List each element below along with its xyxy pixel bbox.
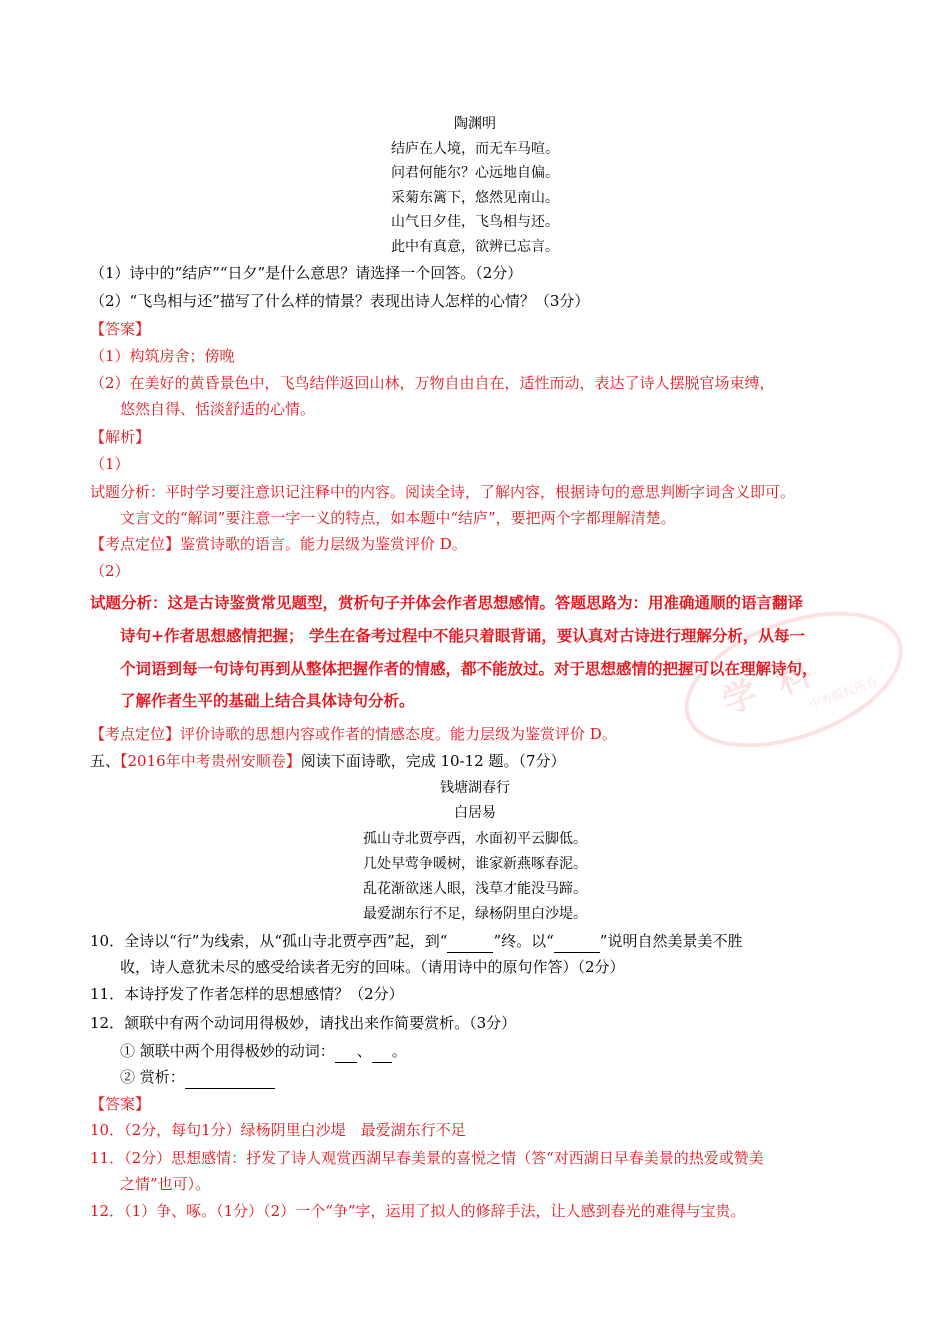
poem2-line: 孤山寺北贾亭西，水面初平云脚低。 xyxy=(363,831,587,847)
section-instructions: 阅读下面诗歌，完成 10-12 题。（7分） xyxy=(300,752,566,770)
question-12-part1-text: ① 颔联中两个用得极妙的动词： xyxy=(120,1042,335,1060)
poem1-author: 陶渊明 xyxy=(454,116,496,132)
poem1-line: 问君何能尔？心远地自偏。 xyxy=(391,165,559,181)
watermark-text: 学 科 xyxy=(716,651,823,723)
analysis-part2-line: 个词语到每一句诗句再到从整体把握作者的情感，都不能放过。对于思想感情的把握可以在理解诗句， xyxy=(120,659,818,678)
blank-answer-field[interactable] xyxy=(554,930,600,953)
blank-answer-field[interactable] xyxy=(335,1040,357,1063)
period: 。 xyxy=(391,1042,407,1060)
separator: 、 xyxy=(356,1042,372,1060)
kaodian-1 xyxy=(90,533,467,555)
kaodian-tag: 【考点定位】 xyxy=(90,535,181,553)
analysis-part1-line1: 试题分析：平时学习要注意识记注释中的内容。阅读全诗，了解内容，根据诗句的意思判断字词含义即可。 xyxy=(90,483,796,501)
blank-answer-field[interactable] xyxy=(185,1066,275,1089)
answer-10: 10．（2分，每句1分）绿杨阴里白沙堤 最爱湖东行不足 xyxy=(90,1121,466,1139)
question-11: 11．本诗抒发了作者怎样的思想感情？（2分） xyxy=(90,985,404,1003)
poem2-title: 钱塘湖春行 xyxy=(440,780,510,796)
question-12-part2-text: ② 赏析： xyxy=(120,1068,185,1086)
poem2-line: 最爱湖东行不足，绿杨阴里白沙堤。 xyxy=(363,906,587,922)
analysis-part1-line2: 文言文的“解词”要注意一字一义的特点，如本题中“结庐”，要把两个字都理解清楚。 xyxy=(120,509,676,527)
question-12: 12．颔联中有两个动词用得极妙，请找出来作简要赏析。（3分） xyxy=(90,1014,517,1032)
section-source: 【2016年中考贵州安顺卷】 xyxy=(120,752,301,770)
question-10-text: ”终。以“ xyxy=(493,932,554,950)
answer-12: 12．（1）争、啄。（1分）（2）一个“争”字，运用了拟人的修辞手法，让人感到春光的难得与宝贵。 xyxy=(90,1202,746,1220)
question-10-text: ”说明自然美景美不胜 xyxy=(599,932,743,950)
poem1-line: 山气日夕佳，飞鸟相与还。 xyxy=(391,214,559,230)
section-5-heading xyxy=(90,750,566,772)
question-12-part1 xyxy=(120,1040,407,1063)
question-10-text: 10．全诗以“行”为线索，从“孤山寺北贾亭西”起，到“ xyxy=(90,932,448,950)
section-prefix: 五、 xyxy=(90,752,121,770)
poem1-line: 结庐在人境，而无车马喧。 xyxy=(391,141,559,157)
analysis-label: 【解析】 xyxy=(90,428,151,446)
blank-answer-field[interactable] xyxy=(447,930,493,953)
poem1-line: 采菊东篱下，悠然见南山。 xyxy=(391,190,559,206)
question-1: （1）诗中的“结庐”“日夕”是什么意思？请选择一个回答。（2分） xyxy=(90,264,523,282)
kaodian-tag: 【考点定位】 xyxy=(90,725,181,743)
analysis-part2-label: （2） xyxy=(90,562,130,580)
analysis-part1-label: （1） xyxy=(90,455,130,473)
kaodian-text: 鉴赏诗歌的语言。能力层级为鉴赏评价 D。 xyxy=(180,535,467,553)
analysis-part2-line: 试题分析：这是古诗鉴赏常见题型，赏析句子并体会作者思想感情。答题思路为：用准确通顺的语言翻译 xyxy=(90,593,804,612)
answer-label: 【答案】 xyxy=(90,320,151,338)
answer-1: （1）构筑房舍；傍晚 xyxy=(90,347,235,365)
question-10 xyxy=(90,930,742,953)
analysis-part2-line: 诗句+作者思想感情把握； 学生在备考过程中不能只着眼背诵，要认真对古诗进行理解分析，从每一 xyxy=(120,626,805,645)
question-2: （2）“飞鸟相与还”描写了什么样的情景？表现出诗人怎样的心情？（3分） xyxy=(90,292,590,310)
question-12-part2 xyxy=(120,1066,275,1089)
poem2-line: 乱花渐欲迷人眼，浅草才能没马蹄。 xyxy=(363,881,587,897)
question-10-line2: 收，诗人意犹未尽的感受给读者无穷的回味。（请用诗中的原句作答）（2分） xyxy=(120,958,625,976)
answer-2-line2: 悠然自得、恬淡舒适的心情。 xyxy=(120,400,316,418)
poem2-author: 白居易 xyxy=(454,805,496,821)
kaodian-2 xyxy=(90,723,617,745)
analysis-part2-line: 了解作者生平的基础上结合具体诗句分析。 xyxy=(120,691,415,710)
kaodian-text: 评价诗歌的思想内容或作者的情感态度。能力层级为鉴赏评价 D。 xyxy=(180,725,617,743)
answer-2-line1: （2）在美好的黄昏景色中，飞鸟结伴返回山林，万物自由自在，适性而动，表达了诗人摆脱官场束缚， xyxy=(90,374,775,392)
poem1-line: 此中有真意，欲辨已忘言。 xyxy=(391,239,559,255)
answer-11-line2: 之情”也可）。 xyxy=(120,1175,211,1193)
answer-11-line1: 11．（2分）思想感情：抒发了诗人观赏西湖早春美景的喜悦之情（答“对西湖日早春美景的热爱或赞美 xyxy=(90,1149,764,1167)
poem2-line: 几处早莺争暖树，谁家新燕啄春泥。 xyxy=(363,856,587,872)
answer2-label: 【答案】 xyxy=(90,1095,151,1113)
watermark-subtext: 中考版权所有 xyxy=(807,674,880,713)
blank-answer-field[interactable] xyxy=(372,1040,392,1063)
